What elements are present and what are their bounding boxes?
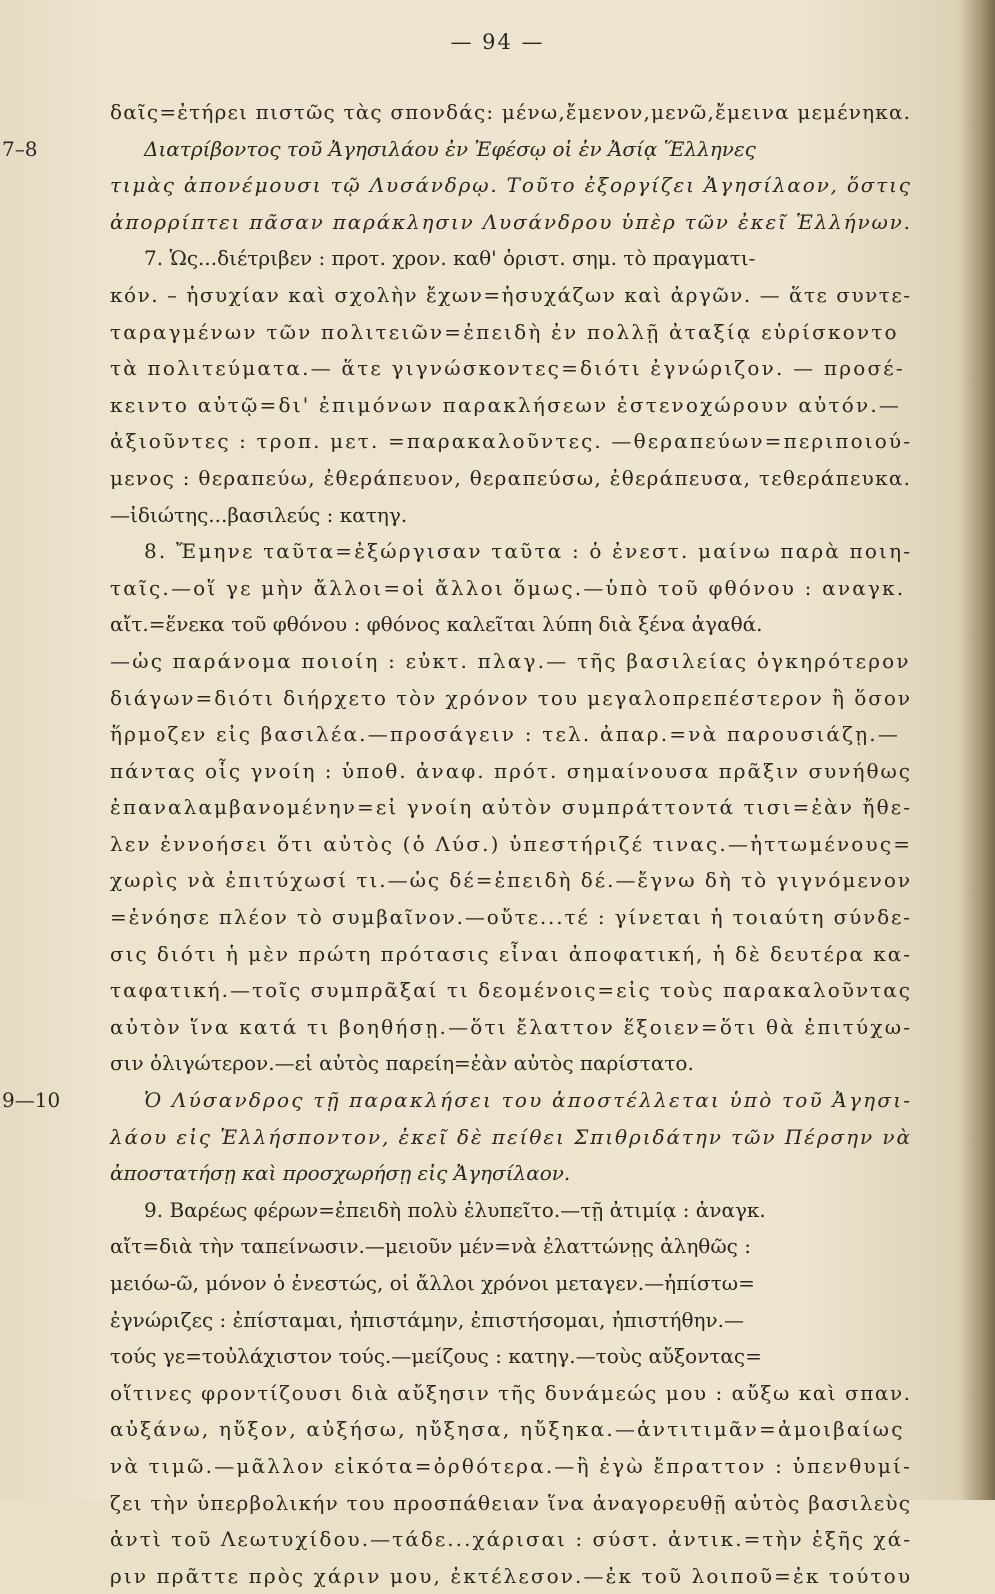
line-text: σιν ὀλιγώτερον.—εἰ αὐτὸς παρείη=ἐὰν αὐτὸς παρίστατο. [110, 1051, 694, 1076]
line-text: αὐτὸν ἵνα κατά τι βοηθήσῃ.—ὅτι ἔλαττον ἕξοιεν=ὅτι θὰ ἐπιτύχω- [110, 1014, 913, 1039]
line-text: τιμὰς ἀπονέμουσι τῷ Λυσάνδρῳ. Τοῦτο ἐξοργίζει Ἀγησίλαον, ὅστις [110, 173, 912, 198]
line-text: δαῖς=ἐτήρει πιστῶς τὰς σπονδάς: μένω,ἔμενον,μενῶ,ἔμεινα μεμένηκα. [110, 100, 912, 124]
line-text: λεν ἐννοήσει ὅτι αὐτὸς (ὁ Λύσ.) ὑπεστήριζέ τινας.—ἡττωμένους= [110, 831, 913, 856]
line-text: Ὁ Λύσανδρος τῇ παρακλήσει του ἀποστέλλεται ὑπὸ τοῦ Ἀγησι- [144, 1088, 913, 1113]
line-text: πάντας οἷς γνοίη : ὑποθ. ἀναφ. πρότ. σημαίνουσα πρᾶξιν συνήθως [110, 758, 913, 783]
line-text: Διατρίβοντος τοῦ Ἀγησιλάου ἐν Ἐφέσῳ οἱ ἐν Ἀσίᾳ Ἕλληνες [144, 136, 756, 161]
line-text: 9. Βαρέως φέρων=ἐπειδὴ πολὺ ἐλυπεῖτο.—τῇ ἀτιμίᾳ : ἀναγκ. [144, 1197, 766, 1222]
text-line [110, 204, 910, 241]
text-line [2, 131, 910, 168]
text-line [110, 240, 910, 277]
line-text: μειόω-ῶ, μόνον ὁ ἐνεστώς, οἱ ἄλλοι χρόνοι μεταγεν.—ἠπίστω= [110, 1271, 755, 1295]
text-line [110, 899, 910, 936]
text-line [110, 314, 910, 351]
page-number: — 94 — [450, 30, 545, 54]
line-text: ἀξιοῦντες : τροπ. μετ. =παρακαλοῦντες. —θεραπεύων=περιποιού- [110, 429, 913, 454]
text-line [110, 716, 910, 753]
line-text: ἥρμοζεν εἰς βασιλέα.—προσάγειν : τελ. ἀπαρ.=νὰ παρουσιάζῃ.— [110, 722, 901, 747]
text-line [110, 570, 910, 607]
line-text: 7. Ὡς...διέτριβεν : προτ. χρον. καθ' ὁριστ. σημ. τὸ πραγματι- [144, 246, 756, 271]
text-line [110, 606, 910, 643]
line-text: κόν. – ἡσυχίαν καὶ σχολὴν ἔχων=ἡσυχάζων καὶ ἀργῶν. — ἅτε συντε- [110, 282, 912, 307]
line-text: ταῖς.—οἵ γε μὴν ἄλλοι=οἱ ἄλλοι ὅμως.—ὑπὸ τοῦ φθόνου : αναγκ. [110, 575, 906, 600]
line-text: ἀπορρίπτει πᾶσαν παράκλησιν Λυσάνδρου ὑπὲρ τῶν ἐκεῖ Ἑλλήνων. [110, 209, 912, 234]
line-text: ταφατική.—τοῖς συμπρᾶξαί τι δεομένοις=εἰς τοὺς παρακαλοῦντας [110, 978, 913, 1003]
text-line [110, 1485, 910, 1522]
text-line [110, 1338, 910, 1375]
text-line [110, 826, 913, 863]
line-text: κειντο αὐτῷ=δι' ἐπιμόνων παρακλήσεων ἐστενοχώρουν αὐτόν.— [110, 392, 902, 417]
text-line [110, 1302, 910, 1339]
text-line [110, 167, 910, 204]
text-line [110, 1228, 910, 1265]
page-edge-shadow [961, 0, 995, 1500]
text-line [110, 1558, 913, 1594]
line-text: χωρὶς νὰ ἐπιτύχωσί τι.—ὡς δέ=ἐπειδὴ δέ.—ἔγνω δὴ τὸ γιγνόμενον [110, 868, 912, 893]
text-line [110, 789, 913, 826]
text-line [110, 1045, 910, 1082]
text-line [110, 643, 910, 680]
line-text: =ἐνόησε πλέον τὸ συμβαῖνον.—οὔτε...τέ : γίνεται ἡ τοιαύτη σύνδε- [110, 905, 912, 930]
line-text: αὐξάνω, ηὔξον, αὐξήσω, ηὔξησα, ηὔξηκα.—ἀντιτιμᾶν=ἀμοιβαίως [110, 1417, 905, 1442]
line-text: λάου εἰς Ἑλλήσποντον, ἐκεῖ δὲ πείθει Σπιθριδάτην τῶν Πέρσην νὰ [110, 1124, 912, 1149]
text-line [110, 1375, 910, 1412]
line-text: αἴτ=διὰ τὴν ταπείνωσιν.—μειοῦν μέν=νὰ ἐλαττώνῃς ἀληθῶς : [110, 1234, 751, 1259]
text-line [110, 497, 910, 534]
line-text: ἀντὶ τοῦ Λεωτυχίδου.—τάδε...χάρισαι : σύστ. ἀντικ.=τὴν ἑξῆς χά- [110, 1527, 913, 1552]
text-line [110, 1009, 913, 1046]
line-text: ριν πρᾶττε πρὸς χάριν μου, ἐκτέλεσον.—ἐκ τοῦ λοιποῦ=ἐκ τούτου [110, 1563, 913, 1588]
text-line [2, 1082, 913, 1119]
line-text: ἀποστατήσῃ καὶ προσχωρήσῃ εἰς Ἀγησίλαον. [110, 1161, 571, 1186]
text-line [110, 533, 913, 570]
text-line [110, 277, 910, 314]
text-line [110, 387, 910, 424]
text-line [110, 1119, 910, 1156]
line-text: ἐγνώριζες : ἐπίσταμαι, ἠπιστάμην, ἐπιστήσομαι, ἠπιστήθην.— [110, 1307, 745, 1332]
text-line [110, 94, 910, 131]
text-line [110, 460, 910, 497]
text-line [110, 1265, 910, 1302]
line-text: —ἰδιώτης...βασιλεύς : κατηγ. [110, 502, 408, 527]
commentary-text [2, 94, 913, 1594]
text-line [110, 1521, 913, 1558]
margin-section-ref: 7–8 [2, 136, 38, 161]
line-text: τὰ πολιτεύματα.— ἅτε γιγνώσκοντες=διότι ἐγνώριζον. — προσέ- [110, 356, 905, 381]
text-line [110, 1448, 913, 1485]
line-text: σις διότι ἡ μὲν πρώτη πρότασις εἶναι ἀποφατική, ἡ δὲ δευτέρα κα- [110, 941, 912, 966]
text-line [110, 936, 910, 973]
line-text: —ὡς παράνομα ποιοίη : εὐκτ. πλαγ.— τῆς βασιλείας ὀγκηρότερον [110, 648, 911, 673]
text-line [110, 862, 910, 899]
line-text: ταραγμένων τῶν πολιτειῶν=ἐπειδὴ ἐν πολλῇ ἀταξίᾳ εὑρίσκοντο [110, 319, 899, 344]
text-line [110, 972, 913, 1009]
line-text: οἵτινες φροντίζουσι διὰ αὔξησιν τῆς δυνάμεώς μου : αὔξω καὶ σπαν. [110, 1380, 912, 1405]
text-line [110, 423, 913, 460]
text-line [110, 1192, 910, 1229]
line-text: αἴτ.=ἕνεκα τοῦ φθόνου : φθόνος καλεῖται λύπη διὰ ξένα ἀγαθά. [110, 612, 763, 637]
line-text: νὰ τιμῶ.—μᾶλλον εἰκότα=ὀρθότερα.—ἢ ἐγὼ ἔπραττον : ὑπενθυμί- [110, 1453, 913, 1478]
line-text: διάγων=διότι διήρχετο τὸν χρόνον του μεγαλοπρεπέστερον ἢ ὅσον [110, 685, 912, 710]
line-text: ζει τὴν ὑπερβολικήν του προσπάθειαν ἵνα ἀναγορευθῇ αὐτὸς βασιλεὺς [110, 1490, 912, 1515]
margin-section-ref: 9—10 [2, 1088, 61, 1113]
text-line [110, 1155, 910, 1192]
line-text: τούς γε=τοὐλάχιστον τούς.—μείζους : κατηγ.—τοὺς αὔξοντας= [110, 1344, 762, 1369]
text-line [110, 680, 910, 717]
line-text: μενος : θεραπεύω, ἐθεράπευον, θεραπεύσω, ἐθεράπευσα, τεθεράπευκα. [110, 465, 912, 490]
line-text: 8. Ἔμηνε ταῦτα=ἐξώργισαν ταῦτα : ὁ ἐνεστ. μαίνω παρὰ ποιη- [144, 539, 913, 564]
text-line [110, 350, 910, 387]
text-line [110, 1411, 910, 1448]
text-line [110, 753, 913, 790]
line-text: ἐπαναλαμβανομένην=εἰ γνοίη αὐτὸν συμπράττοντά τισι=ἐὰν ἤθε- [110, 795, 913, 820]
